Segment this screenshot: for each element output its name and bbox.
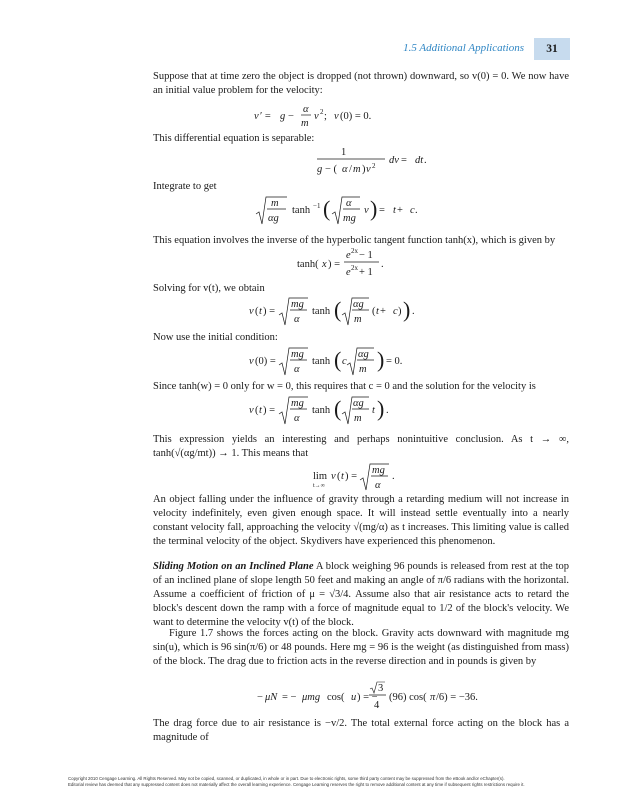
svg-text:α: α (342, 164, 348, 175)
svg-text:v: v (314, 111, 319, 122)
svg-text:v: v (366, 164, 371, 175)
svg-text:= 0.: = 0. (386, 356, 403, 367)
svg-text:−: − (288, 111, 294, 122)
svg-text:α: α (294, 364, 300, 375)
svg-text:.: . (412, 306, 415, 317)
svg-text:t: t (372, 405, 375, 416)
equation-9-graphic (153, 680, 569, 714)
equation-4-graphic (153, 247, 569, 281)
svg-text:mg: mg (372, 465, 385, 476)
svg-text:(: ( (334, 297, 342, 322)
svg-text:c: c (410, 205, 415, 216)
paragraph-8: This expression yields an interesting and perhaps nonintuitive conclusion. As t → ∞, tanh(√(αg/mt)) → 1. This means that (153, 434, 569, 459)
equation-9 (153, 680, 569, 720)
svg-text:g: g (317, 164, 323, 175)
svg-text:lim: lim (313, 471, 328, 482)
svg-text:t: t (259, 405, 262, 416)
svg-text:v: v (249, 356, 254, 367)
svg-text:(0) =: (0) = (255, 356, 276, 367)
svg-text:mg: mg (291, 349, 304, 360)
svg-text:(: ( (372, 306, 376, 317)
running-header (0, 38, 582, 60)
svg-text:) =: ) = (328, 259, 341, 270)
svg-text:;: ; (324, 111, 327, 122)
svg-text:μmg: μmg (302, 692, 321, 703)
svg-text:t: t (341, 471, 344, 482)
paragraph-5: Solving for v(t), we obtain (153, 283, 265, 294)
equation-5 (153, 295, 569, 335)
svg-text:2x: 2x (351, 247, 358, 255)
equation-6-graphic (153, 345, 569, 381)
svg-text:− 1: − 1 (359, 250, 373, 261)
svg-text:− (: − ( (325, 164, 338, 175)
svg-text:αg: αg (353, 398, 364, 409)
svg-text:αg: αg (358, 349, 369, 360)
paragraph-4: This equation involves the inverse of the hyperbolic tangent function tanh(x), which is given by (153, 235, 556, 246)
svg-text:cos(: cos( (327, 692, 345, 703)
svg-text:=: = (379, 205, 385, 216)
svg-text:(: ( (337, 471, 341, 482)
svg-text:(: ( (255, 306, 259, 317)
svg-text:v: v (331, 471, 336, 482)
equation-3 (153, 194, 569, 234)
svg-text:(0) = 0.: (0) = 0. (340, 111, 372, 122)
paragraph-3: Integrate to get (153, 181, 217, 192)
svg-text:t→∞: t→∞ (313, 483, 325, 489)
svg-text:m: m (354, 413, 362, 424)
svg-text:): ) (377, 396, 385, 421)
footer-line-1: Copyright 2010 Cengage Learning. All Rights Reserved. May not be copied, scanned, or duplicated, in whole or in part. Due to electronic rights, some third party content may be suppressed from the eBook and/or eChapter(s). (68, 776, 505, 781)
paragraph-2: This differential equation is separable: (153, 133, 315, 144)
equation-2-graphic (153, 146, 569, 178)
equation-7-graphic (153, 394, 569, 430)
section-title: 1.5 Additional Applications (403, 42, 524, 54)
svg-text:t: t (376, 306, 379, 317)
run-in-heading: Sliding Motion on an Inclined Plane (153, 561, 314, 572)
svg-text:α: α (346, 198, 352, 209)
svg-text:αg: αg (353, 299, 364, 310)
svg-text:4: 4 (374, 700, 380, 711)
svg-text:e: e (346, 267, 351, 278)
svg-text:−: − (257, 692, 263, 703)
svg-text:π: π (430, 692, 436, 703)
paragraph-9: An object falling under the influence of gravity through a retarding medium will not increase in velocity indefinitely, even given enough space. It will instead settle eventually into a nearly constant velocity fall, approaching the velocity √(mg/α) as t increases. This limiting value is called the terminal velocity of the object. Skydivers have experienced this phenomenon. (153, 494, 569, 547)
svg-text:tanh: tanh (312, 306, 331, 317)
svg-text:t: t (393, 205, 396, 216)
svg-text:3: 3 (378, 683, 384, 694)
paragraph-7: Since tanh(w) = 0 only for w = 0, this requires that c = 0 and the solution for the velocity is (153, 381, 536, 392)
paragraph-6: Now use the initial condition: (153, 332, 278, 343)
svg-text:+: + (380, 306, 386, 317)
svg-text:mg: mg (343, 213, 356, 224)
svg-text:c: c (393, 306, 398, 317)
svg-text:e: e (346, 250, 351, 261)
svg-text:(: ( (334, 347, 342, 372)
equation-8-graphic (153, 461, 569, 495)
copyright-footer (68, 776, 554, 788)
svg-text:): ) (403, 297, 411, 322)
svg-text:): ) (377, 347, 385, 372)
svg-text:tanh: tanh (292, 205, 311, 216)
equation-6 (153, 345, 569, 385)
svg-text:= −: = − (282, 692, 297, 703)
svg-text:dt: dt (415, 155, 424, 166)
svg-text:g: g (280, 111, 286, 122)
svg-text:.: . (415, 205, 418, 216)
svg-text:u: u (351, 692, 357, 703)
svg-text:(: ( (255, 405, 259, 416)
svg-text:(: ( (323, 196, 331, 221)
svg-text:.: . (386, 405, 389, 416)
svg-text:tanh(: tanh( (297, 259, 319, 270)
equation-7 (153, 394, 569, 434)
equation-4 (153, 247, 569, 287)
svg-text:α: α (294, 314, 300, 325)
svg-text:mg: mg (291, 398, 304, 409)
equation-3-graphic (153, 194, 569, 232)
paragraph-1: Suppose that at time zero the object is dropped (not thrown) downward, so v(0) = 0. We now have an initial value problem for the velocity: (153, 71, 569, 96)
svg-text:2: 2 (372, 162, 376, 170)
paragraph-12: The drag force due to air resistance is −v/2. The total external force acting on the block has a magnitude of (153, 718, 569, 743)
svg-text:.: . (381, 259, 384, 270)
svg-text:x: x (322, 259, 327, 270)
svg-text:/: / (349, 164, 352, 175)
svg-text:m: m (353, 164, 361, 175)
svg-text:tanh: tanh (312, 356, 331, 367)
svg-text:) =: ) = (345, 471, 358, 482)
svg-text:m: m (354, 314, 362, 325)
svg-text:dv: dv (389, 155, 399, 166)
svg-text:+ 1: + 1 (359, 267, 373, 278)
svg-text:αg: αg (268, 213, 279, 224)
svg-text:m: m (359, 364, 367, 375)
svg-text:v: v (249, 405, 254, 416)
svg-text:μN: μN (265, 692, 278, 703)
svg-text:tanh: tanh (312, 405, 331, 416)
svg-text:α: α (303, 104, 309, 115)
svg-text:v: v (249, 306, 254, 317)
svg-text:(: ( (334, 396, 342, 421)
svg-text:): ) (398, 306, 402, 317)
paragraph-10-body: A block weighing 96 pounds is released from rest at the top of an inclined plane of slope length 50 feet and making an angle of π/6 radians with the horizontal. Assume a coefficient of friction of μ = √3/4. Assume also that air resistance acts to retard the block's descent down the ramp with a force of magnitude equal to 1/2 of the block's velocity. We want to determine the velocity v(t) of the block. (153, 561, 569, 628)
svg-text:1: 1 (341, 147, 347, 158)
equation-5-graphic (153, 295, 569, 331)
svg-text:) =: ) = (263, 306, 276, 317)
svg-text:) =: ) = (263, 405, 276, 416)
svg-text:α: α (294, 413, 300, 424)
svg-text:): ) (362, 164, 366, 175)
svg-text:2x: 2x (351, 264, 358, 272)
svg-text:v: v (334, 111, 339, 122)
svg-text:.: . (392, 471, 395, 482)
paragraph-10 (153, 560, 569, 630)
svg-text:+: + (397, 205, 403, 216)
svg-text:2: 2 (320, 108, 324, 116)
svg-text:(96) cos(: (96) cos( (389, 692, 427, 703)
footer-line-2: Editorial review has deemed that any suppressed content does not materially affect the overall learning experience. Cengage Learning reserves the right to remove additional content at any time if subsequent rights restrictions require it. (68, 782, 525, 787)
svg-text:α: α (375, 480, 381, 491)
svg-text:m: m (301, 118, 309, 129)
svg-text:′ =: ′ = (260, 111, 271, 122)
svg-text:t: t (259, 306, 262, 317)
page-number: 31 (534, 38, 570, 60)
svg-text:v: v (364, 205, 369, 216)
svg-text:c: c (342, 356, 347, 367)
svg-text:.: . (424, 155, 427, 166)
svg-text:): ) (370, 196, 378, 221)
svg-text:−1: −1 (313, 202, 321, 210)
svg-text:/6) = −36.: /6) = −36. (436, 692, 478, 703)
svg-text:m: m (271, 198, 279, 209)
svg-text:mg: mg (291, 299, 304, 310)
paragraph-11: Figure 1.7 shows the forces acting on the block. Gravity acts downward with magnitude mg sin(u), which is 96 sin(π/6) or 48 pounds. Here mg = 96 is the weight (as distinguished from mass) of the block. The drag due to friction acts in the reverse direction and in pounds is given by (153, 628, 569, 667)
svg-text:=: = (401, 155, 407, 166)
svg-text:) = −: ) = − (357, 692, 378, 703)
svg-text:v: v (254, 111, 259, 122)
